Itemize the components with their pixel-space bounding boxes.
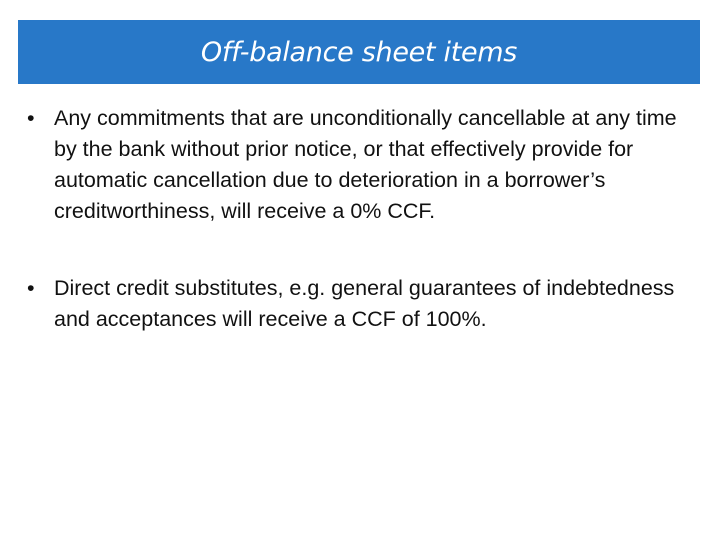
bullet-item xyxy=(22,273,692,335)
bullet-item xyxy=(22,103,692,227)
slide-title: Off-balance sheet items xyxy=(200,36,518,68)
bullet-text: Direct credit substitutes, e.g. general guarantees of indebtedness and acceptances will receive a CCF of 100%. xyxy=(54,276,675,331)
bullet-icon: • xyxy=(27,276,35,300)
title-bar xyxy=(18,20,700,84)
bullet-text: Any commitments that are unconditionally cancellable at any time by the bank without prior notice, or that effectively provide for automatic cancellation due to deterioration in a borrower’s creditworthiness, will receive a 0% CCF. xyxy=(54,106,677,223)
bullet-list xyxy=(22,103,692,335)
bullet-icon: • xyxy=(27,106,35,130)
